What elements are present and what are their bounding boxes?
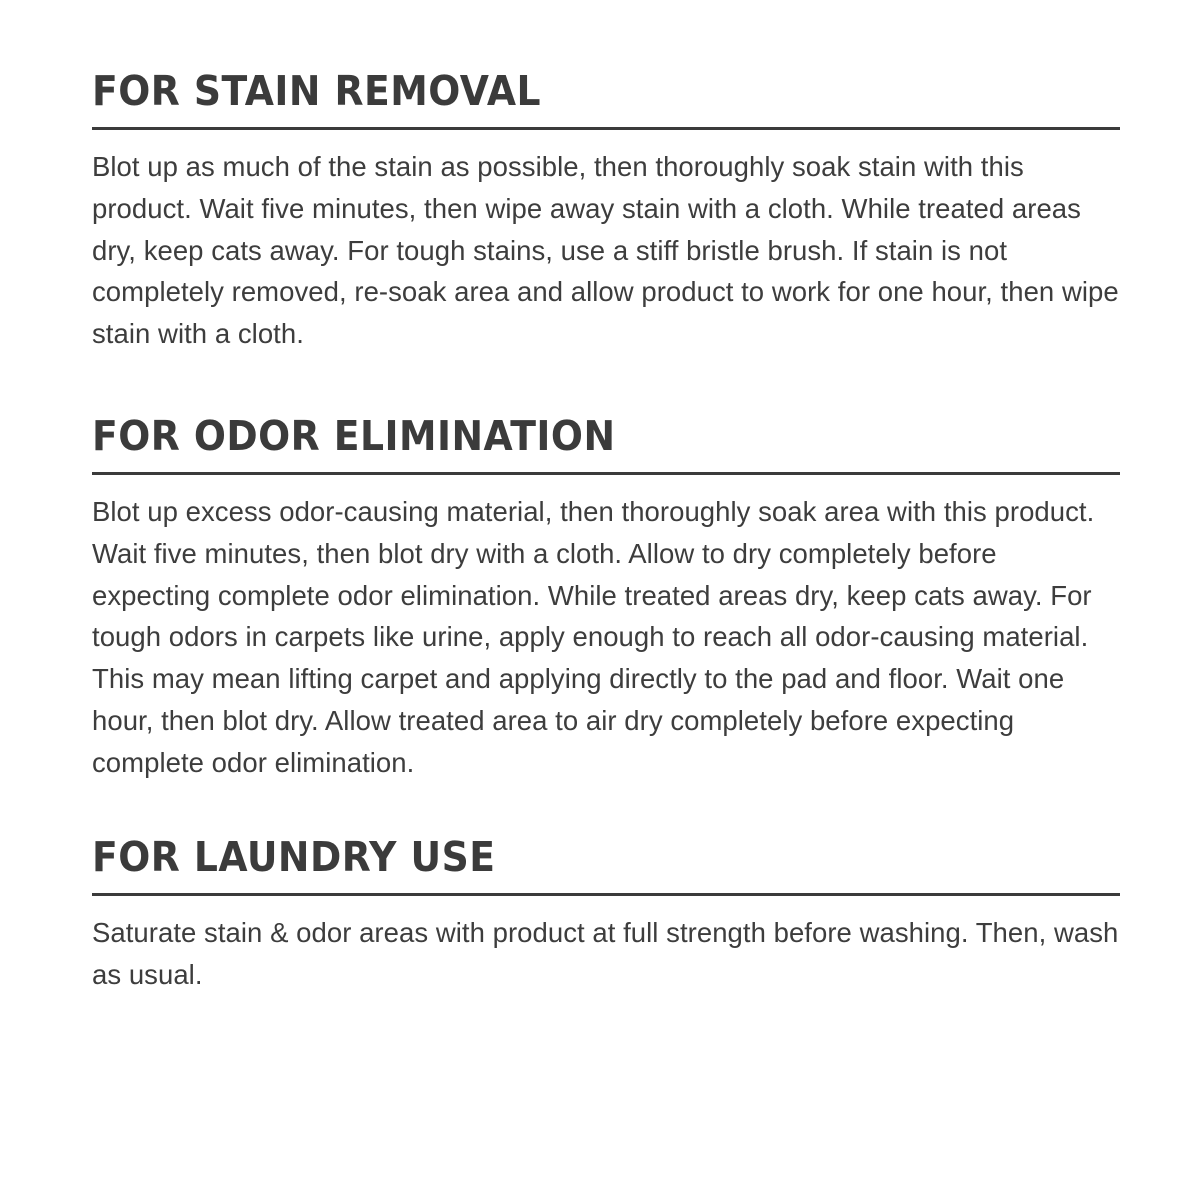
section-laundry-use xyxy=(92,832,1120,996)
section-heading-odor-elimination: FOR ODOR ELIMINATION xyxy=(92,412,616,461)
section-odor-elimination xyxy=(92,412,1120,784)
heading-divider-stain-removal xyxy=(92,127,1120,130)
section-heading-laundry-use: FOR LAUNDRY USE xyxy=(92,832,496,881)
section-body-laundry-use: Saturate stain & odor areas with product at full strength before washing. Then, wash as usual. xyxy=(92,916,1119,990)
section-stain-removal xyxy=(92,67,1120,355)
heading-divider-laundry-use xyxy=(92,893,1120,896)
section-body-odor-elimination: Blot up excess odor-causing material, then thoroughly soak area with this product. Wait five minutes, then blot dry with a cloth. Allow to dry completely before expecting complete odor elimination. While treated areas dry, keep cats away. For tough odors in carpets like urine, apply enough to reach all odor-causing material. This may mean lifting carpet and applying directly to the pad and floor. Wait one hour, then blot dry. Allow treated area to air dry completely before expecting complete odor elimination. xyxy=(92,496,1095,778)
section-heading-stain-removal: FOR STAIN REMOVAL xyxy=(92,67,541,115)
heading-divider-odor-elimination xyxy=(92,472,1120,475)
section-body-stain-removal: Blot up as much of the stain as possible, then thoroughly soak stain with this product. Wait five minutes, then wipe away stain with a cloth. While treated areas dry, keep cats away. For tough stains, use a stiff bristle brush. If stain is not completely removed, re-soak area and allow product to work for one hour, then wipe stain with a cloth. xyxy=(92,151,1119,350)
